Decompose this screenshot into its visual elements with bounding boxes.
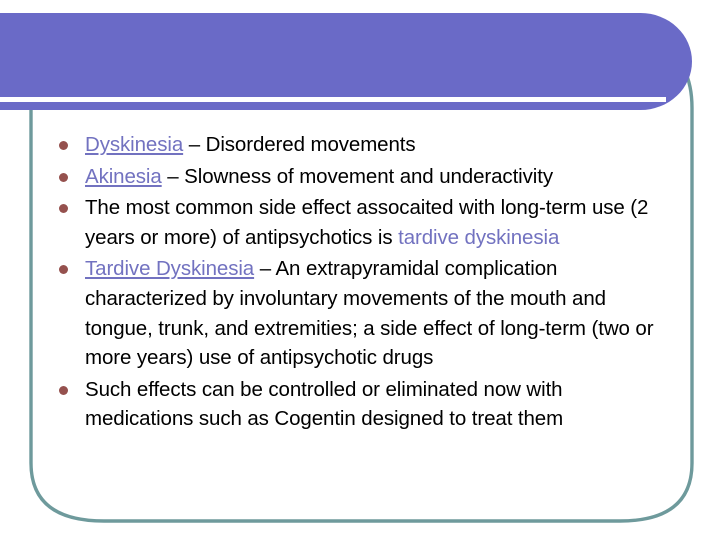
bullet-text: – Disordered movements: [183, 133, 416, 156]
hyperlink-text[interactable]: Akinesia: [85, 164, 162, 188]
list-item: [54, 162, 674, 192]
list-item: [54, 193, 674, 252]
bullet-list: [54, 130, 674, 434]
bullet-dot-icon: [59, 204, 68, 213]
bullet-dot-icon: [59, 386, 68, 395]
list-item: [54, 130, 674, 160]
hyperlink-text[interactable]: Dyskinesia: [85, 133, 184, 156]
bullet-text: The most common side effect assocaited with long-term use (2 years or more) of antipsychotics is: [85, 196, 649, 249]
bullet-dot-icon: [59, 173, 68, 182]
bullet-text: Such effects can be controlled or eliminated now with medications such as Cogentin designed to treat them: [85, 377, 564, 431]
list-item: [54, 375, 674, 434]
bullet-dot-icon: [59, 141, 68, 150]
bullet-dot-icon: [59, 265, 68, 274]
header-divider-rule: [0, 97, 666, 102]
bullet-text: – An extrapyramidal complication characterized by involuntary movements of the mouth and tongue, trunk, and extremities; a side effect of long-term (two or more years) use of antipsychotic drugs: [85, 257, 654, 370]
bullet-text: – Slowness of movement and underactivity: [161, 164, 553, 188]
header-band: [0, 13, 692, 110]
hyperlink-text[interactable]: Tardive Dyskinesia: [85, 257, 255, 281]
list-item: [54, 254, 674, 372]
highlighted-term: tardive dyskinesia: [398, 225, 560, 249]
